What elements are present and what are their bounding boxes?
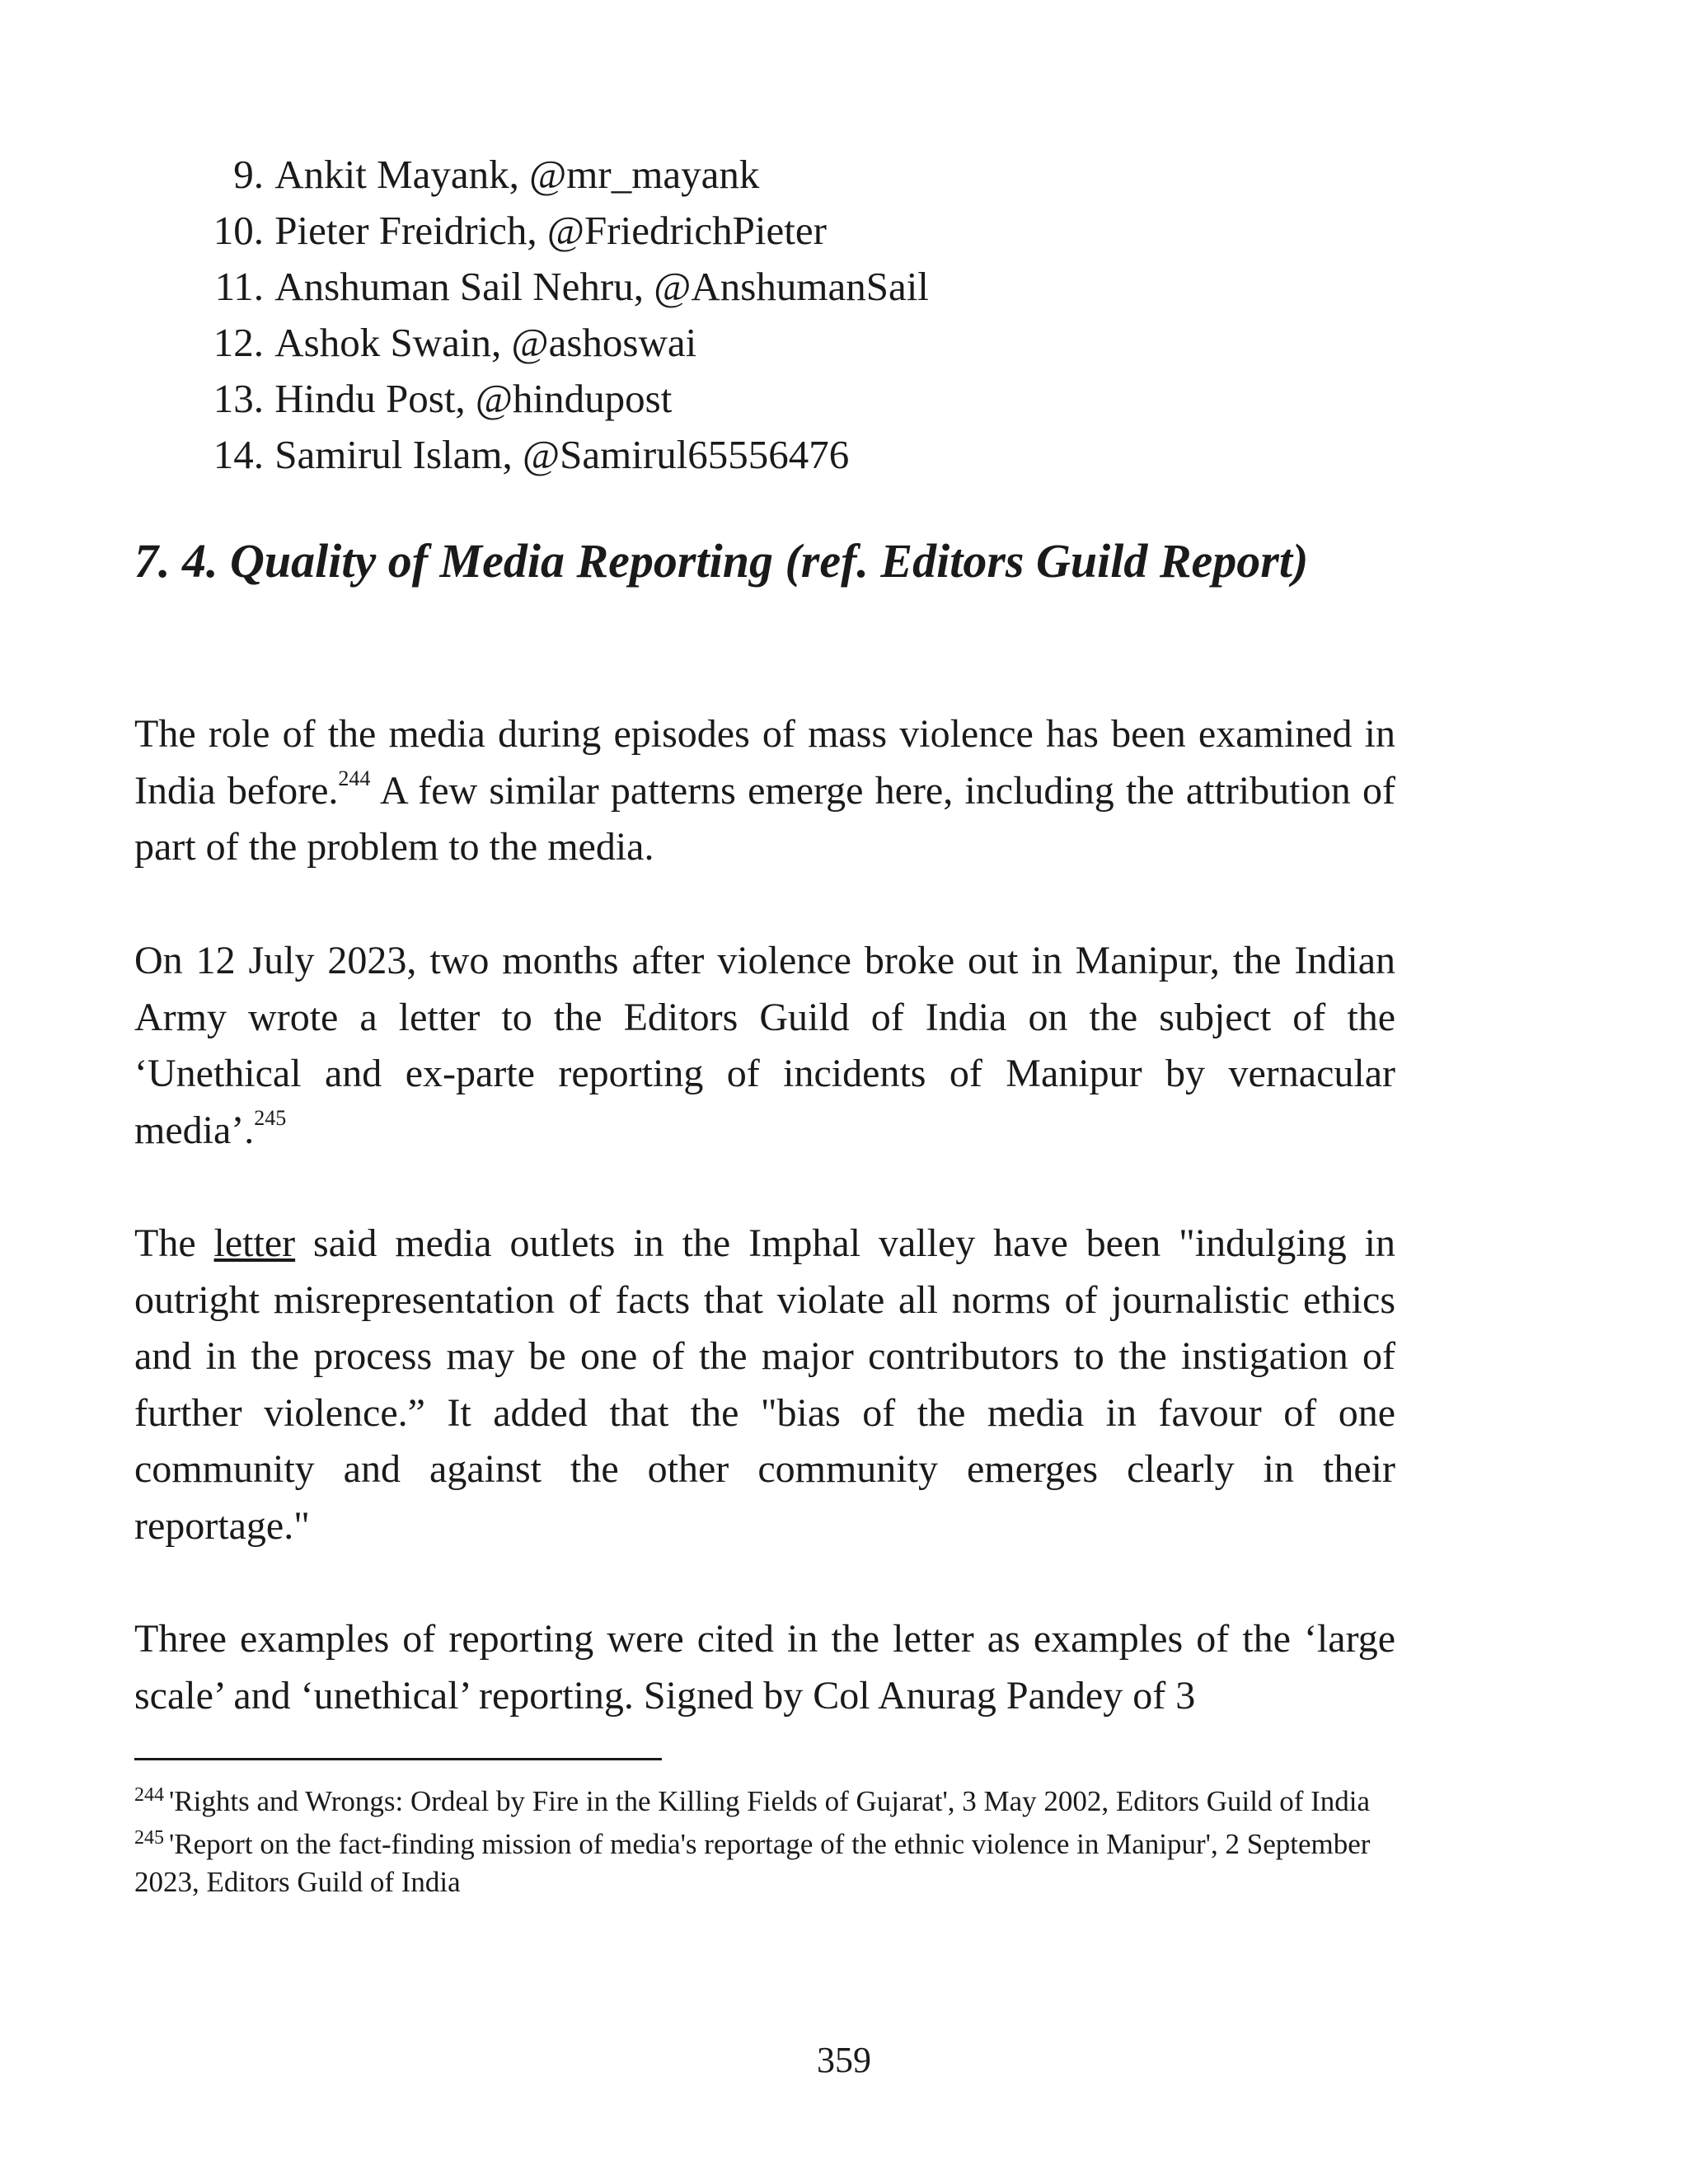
list-item: [198, 147, 1434, 203]
list-item-text: Ankit Mayank, @mr_mayank: [274, 152, 760, 197]
footnote-reference[interactable]: 245: [254, 1105, 287, 1130]
paragraph-text: The role of the media during episodes of mass violence has been examined in India before.: [134, 712, 1395, 813]
footnote: [134, 1825, 1395, 1901]
list-item: [198, 371, 1434, 427]
paragraph-text: On 12 July 2023, two months after violence broke out in Manipur, the Indian Army wrote a letter to the Editors Guild of India on the subject of the ‘Unethical and ex-parte reporting of incidents of Manipur by vernacular media’.: [134, 939, 1395, 1152]
footnote-reference[interactable]: 244: [338, 766, 371, 790]
list-item-number: 10.: [213, 208, 264, 253]
section-heading: 7. 4. Quality of Media Reporting (ref. Editors Guild Report): [134, 534, 1309, 588]
list-item-text: Ashok Swain, @ashoswai: [274, 320, 697, 365]
list-item-text: Samirul Islam, @Samirul65556476: [274, 432, 850, 477]
list-item-number: 14.: [213, 432, 264, 477]
footnote: [134, 1783, 1395, 1821]
list-item-number: 9.: [233, 152, 264, 197]
paragraph-text: said media outlets in the Imphal valley have been "indulging in outright misrepresentation of facts that violate all norms of journalistic ethics and in the process may be one of the major contributors to the instigation of further violence.” It added that the "bias of the media in favour of one community and against the other community emerges clearly in their reportage.": [134, 1221, 1396, 1548]
list-item-number: 13.: [213, 376, 264, 421]
footnote-text: 'Report on the fact-finding mission of media's reportage of the ethnic violence in Manipur', 2 September 2023, Editors Guild of India: [134, 1828, 1371, 1898]
list-item-number: 12.: [213, 320, 264, 365]
footnote-mark: 244: [134, 1784, 164, 1806]
list-item-text: Pieter Freidrich, @FriedrichPieter: [274, 208, 827, 253]
footnotes: [134, 1783, 1395, 1906]
footnote-text: 'Rights and Wrongs: Ordeal by Fire in the Killing Fields of Gujarat', 3 May 2002, Editors Guild of India: [169, 1785, 1371, 1817]
list-item: [198, 259, 1434, 315]
paragraph-examples: Three examples of reporting were cited in the letter as examples of the ‘large scale’ and ‘unethical’ reporting. Signed by Col Anurag Pandey of 3: [134, 1617, 1395, 1718]
list-item: [198, 427, 1434, 483]
list-item-text: Hindu Post, @hindupost: [274, 376, 673, 421]
paragraph-letter-quote: [134, 1216, 1395, 1554]
paragraph-media-role: [134, 706, 1395, 876]
letter-link[interactable]: letter: [213, 1221, 296, 1265]
list-item-number: 11.: [214, 264, 264, 309]
paragraph-text: The: [134, 1221, 214, 1265]
list-item-text: Anshuman Sail Nehru, @AnshumanSail: [274, 264, 929, 309]
handle-list: [198, 147, 1434, 483]
footnote-mark: 245: [134, 1827, 164, 1849]
list-item: [198, 315, 1434, 371]
footnote-divider: [134, 1758, 662, 1760]
paragraph-army-letter: [134, 933, 1395, 1159]
paragraph-text: A few similar patterns emerge here, including the attribution of part of the problem to the media.: [134, 768, 1395, 869]
list-item: [198, 203, 1434, 259]
page-number: 359: [817, 2040, 871, 2080]
